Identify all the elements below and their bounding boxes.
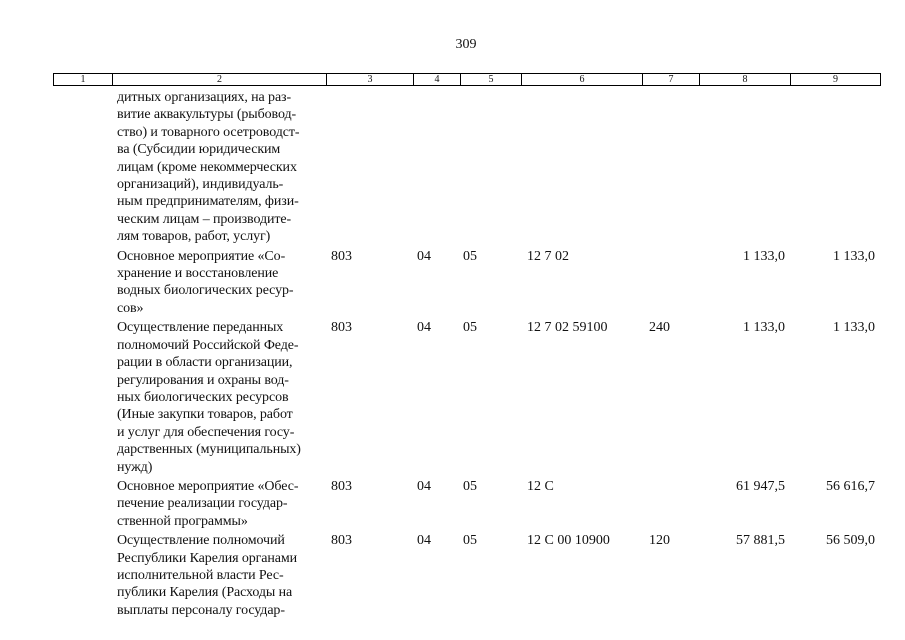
row-code-6: 12 С 00 10900 [527,533,610,549]
row-code-7: 240 [649,320,670,336]
row-amount-9: 56 509,0 [826,533,875,549]
row-code-4: 04 [417,478,431,494]
header-cell-9: 9 [790,74,880,85]
row-code-5: 05 [463,320,477,336]
row-code-3: 803 [331,478,352,494]
row-code-5: 05 [463,533,477,549]
header-cell-7: 7 [642,74,699,85]
row-amount-8: 1 133,0 [743,248,785,264]
row-amount-9: 1 133,0 [833,248,875,264]
header-cell-5: 5 [460,74,521,85]
row-name-cell: Основное мероприятие «Обес- печение реализации государ- ственной программы» [117,478,299,529]
table-body [53,89,881,619]
row-name-cell: Осуществление полномочий Республики Карелия органами исполнительной власти Рес- публики Карелия (Расходы на выплаты персоналу государ- [117,533,298,618]
header-cell-1: 1 [80,74,86,85]
table-header-row [53,73,881,86]
header-cell-4: 4 [413,74,460,85]
page-number: 309 [455,37,477,52]
row-code-5: 05 [463,478,477,494]
row-code-6: 12 7 02 59100 [527,320,608,336]
row-amount-9: 56 616,7 [826,478,875,494]
row-amount-8: 57 881,5 [736,533,785,549]
row-code-6: 12 С [527,478,554,494]
row-amount-8: 61 947,5 [736,478,785,494]
header-cell-8: 8 [699,74,790,85]
row-amount-8: 1 133,0 [743,320,785,336]
table-row [53,532,881,619]
row-code-5: 05 [463,248,477,264]
table-row [53,319,881,476]
row-code-6: 12 7 02 [527,248,569,264]
row-code-4: 04 [417,320,431,336]
table-row [53,248,881,318]
row-amount-9: 1 133,0 [833,320,875,336]
row-code-3: 803 [331,320,352,336]
table-row [53,478,881,530]
row-code-4: 04 [417,248,431,264]
header-cell-3: 3 [326,74,413,85]
header-cell-2: 2 [112,74,326,85]
budget-table [53,73,881,619]
header-cell-6: 6 [521,74,642,85]
row-name-cell: Основное мероприятие «Со- хранение и восстановление водных биологических ресур- сов» [117,248,294,316]
row-name-cell: дитных организациях, на раз- витие аквакультуры (рыбовод- ство) и товарного осетроводст- ва (Субсидии юридическим лицам (кроме некоммерческих организаций), индивидуаль- ным предпринимателям, физи- ческим лицам – производите- лям товаров, работ, услуг) [117,90,300,245]
row-code-4: 04 [417,533,431,549]
row-code-7: 120 [649,533,670,549]
row-code-3: 803 [331,248,352,264]
row-name-cell: Осуществление переданных полномочий Российской Феде- рации в области организации, регулирования и охраны вод- ных биологических ресурсов (Иные закупки товаров, работ и услуг для обеспечения госу- дарственных (муниципальных) нужд) [117,320,301,475]
table-row [53,89,881,246]
row-code-3: 803 [331,533,352,549]
